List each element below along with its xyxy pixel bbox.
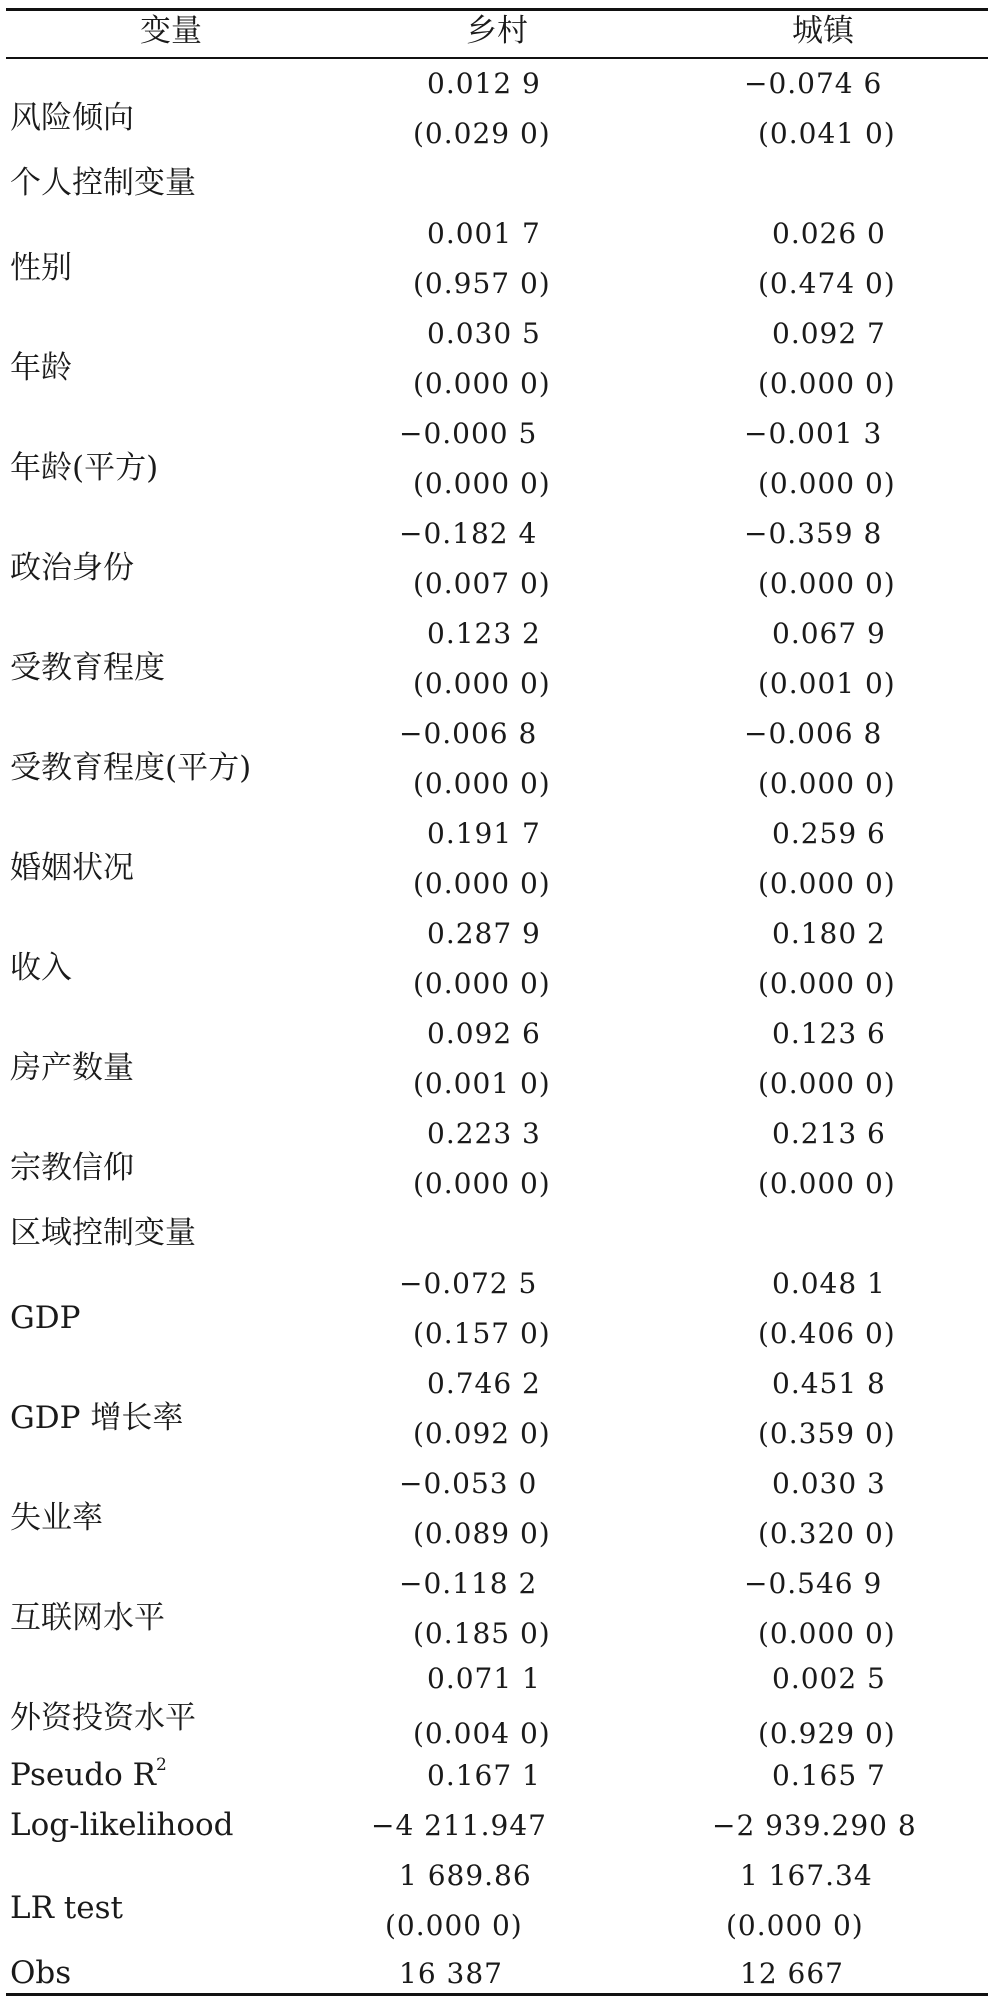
rural-pvalue: (0.000 0) <box>413 367 551 400</box>
urban-pvalue: (0.000 0) <box>758 967 896 1000</box>
urban-coefficient: 0.180 2 <box>772 917 886 950</box>
rural-coefficient: −0.118 2 <box>399 1567 538 1600</box>
header-urban: 城镇 <box>792 13 854 49</box>
variable-label: Log-likelihood <box>10 1807 234 1843</box>
label-superscript: 2 <box>155 1755 167 1775</box>
rural-pvalue: (0.000 0) <box>385 1909 523 1942</box>
rural-pvalue: (0.004 0) <box>413 1717 551 1750</box>
rural-pvalue: (0.000 0) <box>413 467 551 500</box>
variable-label: 互联网水平 <box>10 1600 165 1636</box>
header-rule <box>6 57 988 59</box>
urban-coefficient: −0.006 8 <box>744 717 883 750</box>
urban-pvalue: (0.001 0) <box>758 667 896 700</box>
urban-coefficient: −0.359 8 <box>744 517 883 550</box>
urban-coefficient: 0.067 9 <box>772 617 886 650</box>
urban-pvalue: (0.000 0) <box>758 1167 896 1200</box>
urban-coefficient: 0.259 6 <box>772 817 886 850</box>
variable-label: 风险倾向 <box>10 100 134 136</box>
variable-label: Pseudo $R^2$ <box>10 1755 167 1793</box>
rural-coefficient: 16 387 <box>399 1957 503 1990</box>
urban-coefficient: 12 667 <box>740 1957 844 1990</box>
variable-label: Obs <box>10 1955 72 1991</box>
rural-pvalue: (0.000 0) <box>413 967 551 1000</box>
urban-pvalue: (0.000 0) <box>758 367 896 400</box>
urban-pvalue: (0.320 0) <box>758 1517 896 1550</box>
rural-coefficient: 0.287 9 <box>427 917 541 950</box>
rural-pvalue: (0.957 0) <box>413 267 551 300</box>
variable-label: 性别 <box>10 250 72 286</box>
header-rural: 乡村 <box>466 13 528 49</box>
urban-coefficient: 0.092 7 <box>772 317 886 350</box>
header-variable: 变量 <box>140 13 202 49</box>
rural-pvalue: (0.001 0) <box>413 1067 551 1100</box>
urban-coefficient: 0.002 5 <box>772 1662 886 1695</box>
urban-pvalue: (0.000 0) <box>758 1067 896 1100</box>
rural-coefficient: 0.092 6 <box>427 1017 541 1050</box>
rural-coefficient: 0.223 3 <box>427 1117 541 1150</box>
urban-pvalue: (0.000 0) <box>726 1909 864 1942</box>
rural-coefficient: 0.012 9 <box>427 67 541 100</box>
variable-label: LR test <box>10 1890 123 1926</box>
rural-pvalue: (0.029 0) <box>413 117 551 150</box>
urban-pvalue: (0.000 0) <box>758 467 896 500</box>
rural-coefficient: 0.191 7 <box>427 817 541 850</box>
rural-pvalue: (0.000 0) <box>413 867 551 900</box>
rural-coefficient: −0.006 8 <box>399 717 538 750</box>
urban-coefficient: 0.030 3 <box>772 1467 886 1500</box>
regression-table <box>6 0 988 2008</box>
variable-label: 外资投资水平 <box>10 1700 196 1736</box>
variable-label: 年龄 <box>10 350 72 386</box>
table-bottom-rule <box>6 1993 988 1996</box>
rural-pvalue: (0.000 0) <box>413 1167 551 1200</box>
rural-pvalue: (0.000 0) <box>413 667 551 700</box>
variable-label: 宗教信仰 <box>10 1150 134 1186</box>
rural-coefficient: 0.030 5 <box>427 317 541 350</box>
variable-label: 受教育程度 <box>10 650 165 686</box>
rural-coefficient: 1 689.86 <box>399 1859 532 1892</box>
urban-pvalue: (0.000 0) <box>758 1617 896 1650</box>
urban-pvalue: (0.000 0) <box>758 567 896 600</box>
urban-coefficient: −2 939.290 8 <box>712 1809 917 1842</box>
rural-pvalue: (0.157 0) <box>413 1317 551 1350</box>
variable-label: 房产数量 <box>10 1050 134 1086</box>
urban-pvalue: (0.041 0) <box>758 117 896 150</box>
rural-coefficient: −0.182 4 <box>399 517 538 550</box>
urban-coefficient: 0.048 1 <box>772 1267 886 1300</box>
urban-pvalue: (0.000 0) <box>758 867 896 900</box>
section-label: 区域控制变量 <box>10 1215 196 1251</box>
urban-coefficient: −0.546 9 <box>744 1567 883 1600</box>
urban-pvalue: (0.474 0) <box>758 267 896 300</box>
rural-coefficient: −4 211.947 <box>371 1809 547 1842</box>
urban-pvalue: (0.929 0) <box>758 1717 896 1750</box>
urban-coefficient: 0.026 0 <box>772 217 886 250</box>
urban-coefficient: −0.074 6 <box>744 67 883 100</box>
urban-coefficient: 0.165 7 <box>772 1759 886 1792</box>
rural-pvalue: (0.089 0) <box>413 1517 551 1550</box>
variable-label: 年龄(平方) <box>10 450 159 486</box>
variable-label: GDP <box>10 1300 81 1336</box>
variable-label: 受教育程度(平方) <box>10 750 252 786</box>
urban-coefficient: 0.123 6 <box>772 1017 886 1050</box>
rural-pvalue: (0.185 0) <box>413 1617 551 1650</box>
rural-coefficient: −0.000 5 <box>399 417 538 450</box>
rural-coefficient: 0.167 1 <box>427 1759 541 1792</box>
urban-coefficient: 0.213 6 <box>772 1117 886 1150</box>
urban-pvalue: (0.406 0) <box>758 1317 896 1350</box>
section-label: 个人控制变量 <box>10 165 196 201</box>
table-top-rule <box>6 8 988 11</box>
urban-coefficient: 1 167.34 <box>740 1859 873 1892</box>
variable-label: 失业率 <box>10 1500 103 1536</box>
urban-pvalue: (0.000 0) <box>758 767 896 800</box>
rural-coefficient: −0.053 0 <box>399 1467 538 1500</box>
rural-pvalue: (0.007 0) <box>413 567 551 600</box>
urban-coefficient: −0.001 3 <box>744 417 883 450</box>
rural-coefficient: 0.123 2 <box>427 617 541 650</box>
urban-coefficient: 0.451 8 <box>772 1367 886 1400</box>
variable-label: 婚姻状况 <box>10 850 134 886</box>
rural-coefficient: 0.746 2 <box>427 1367 541 1400</box>
rural-pvalue: (0.000 0) <box>413 767 551 800</box>
rural-coefficient: 0.071 1 <box>427 1662 541 1695</box>
variable-label: GDP 增长率 <box>10 1400 184 1436</box>
variable-label: 政治身份 <box>10 550 134 586</box>
rural-coefficient: 0.001 7 <box>427 217 541 250</box>
rural-coefficient: −0.072 5 <box>399 1267 538 1300</box>
variable-label: 收入 <box>10 950 72 986</box>
urban-pvalue: (0.359 0) <box>758 1417 896 1450</box>
rural-pvalue: (0.092 0) <box>413 1417 551 1450</box>
